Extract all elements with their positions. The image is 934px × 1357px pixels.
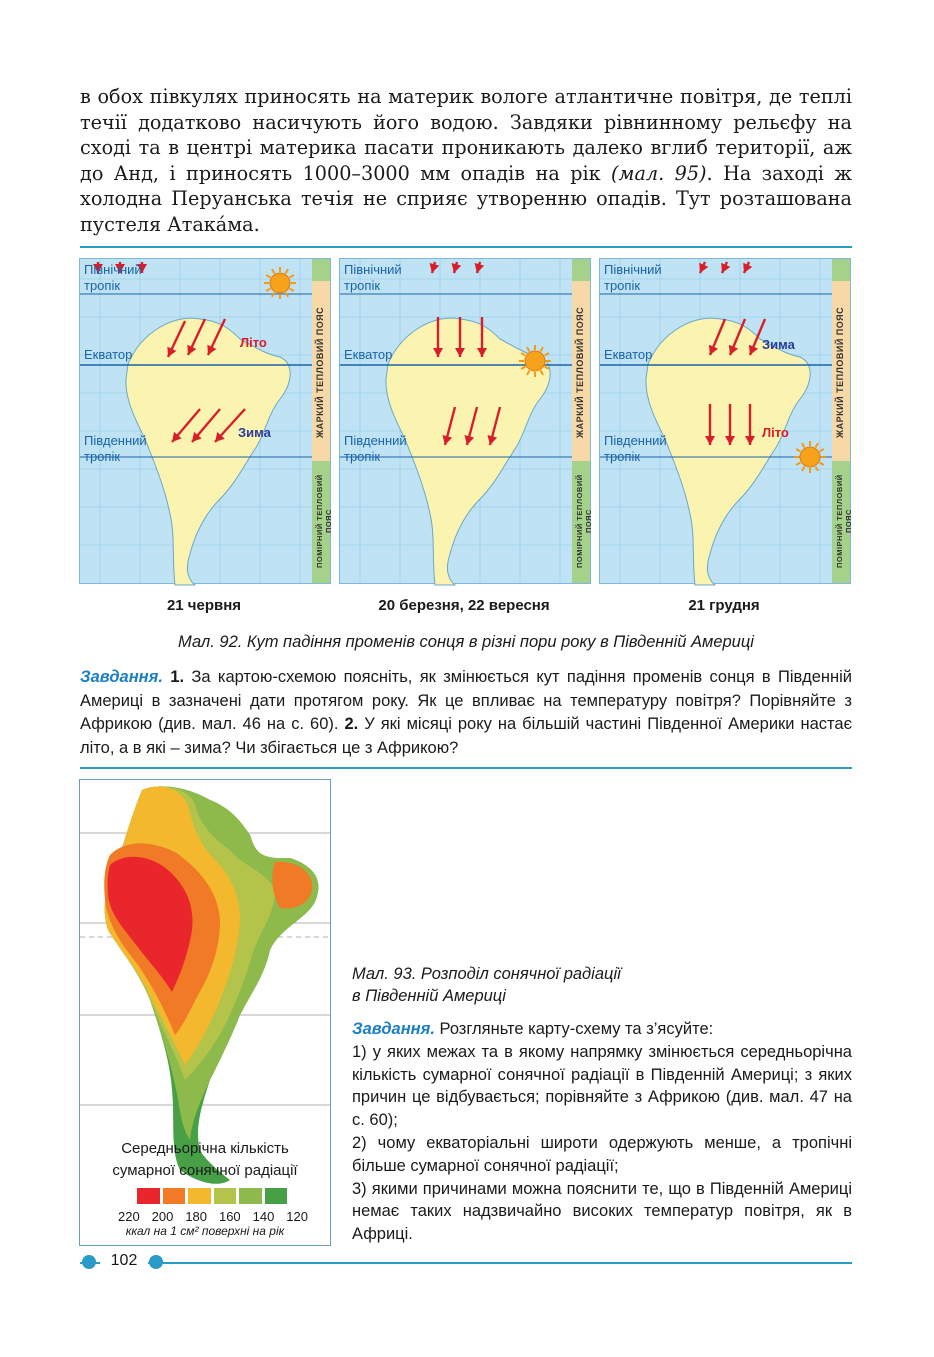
south-tropic-label: Південний тропік <box>344 433 407 464</box>
fig93-caption-line2: в Південній Америці <box>352 987 506 1005</box>
south-tropic-label: Південний тропік <box>604 433 667 464</box>
map-svg <box>600 259 850 583</box>
intro-ref: (мал. 95) <box>611 161 707 185</box>
footer-dot-right <box>149 1255 163 1269</box>
task2-item: 3) якими причинами можна пояснити те, що в Південній Америці немає таких надзвичайно високих температур повітря, як в Африці. <box>352 1179 852 1244</box>
hot-belt-label: ЖАРКИЙ ТЕПЛОВИЙ ПОЯС <box>575 306 585 438</box>
legend-value: 140 <box>252 1209 275 1224</box>
temperate-belt-label: ПОМІРНИЙ ТЕПЛОВИЙ ПОЯС <box>835 474 853 569</box>
map-december <box>599 258 851 584</box>
intro-tail: . На заході ж холодна Перуанська течія не сприяє утворенню опадів. Тут розташована пустеля Атака́ма. <box>80 161 853 236</box>
legend-swatch <box>163 1188 186 1204</box>
legend-value: 220 <box>118 1209 140 1224</box>
legend-title-line1: Середньорічна кількість <box>121 1140 289 1157</box>
intro-text: в обох півкулях приносять на материк вологе атлантичне повітря, де теплі течії додатково насичують його водою. Завдяки рівнинному рельєфу на сході та в центрі материка пасати проникають далеко вглиб території, аж до Анд, і приносять 1000–3000 мм опадів на рік <box>80 85 852 185</box>
task-2 <box>352 1018 852 1246</box>
south-tropic-label: Південний тропік <box>84 433 147 464</box>
task-1 <box>80 666 852 760</box>
legend-title-line2: сумарної сонячної радіації <box>112 1162 298 1179</box>
map-june <box>79 258 331 584</box>
equator-label: Екватор <box>604 347 653 362</box>
north-tropic-label: Північний тропік <box>604 262 662 293</box>
task1-n2: 2. <box>344 715 359 733</box>
legend-swatch <box>188 1188 211 1204</box>
task1-n1: 1. <box>170 668 185 686</box>
divider-top <box>80 246 852 248</box>
task2-label: Завдання. <box>352 1020 435 1038</box>
figure-92-caption: Мал. 92. Кут падіння променів сонця в різні пори року в Південній Америці <box>178 633 754 651</box>
legend-swatches <box>137 1188 287 1204</box>
legend-unit: ккал на 1 см² поверхні на рік <box>125 1224 285 1238</box>
equator-label: Екватор <box>84 347 133 362</box>
task2-item: 2) чому екваторіальні широти одержують менше, а тропічні більше сумарної сонячної радіації; <box>352 1133 852 1175</box>
legend-value: 200 <box>151 1209 174 1224</box>
legend-values <box>118 1209 308 1224</box>
north-season-label: Зима <box>762 337 795 352</box>
temperate-belt-label: ПОМІРНИЙ ТЕПЛОВИЙ ПОЯС <box>315 474 333 569</box>
intro-paragraph <box>80 84 852 237</box>
legend-value: 120 <box>286 1209 308 1224</box>
page-number: 102 <box>100 1252 148 1272</box>
legend-swatch <box>214 1188 237 1204</box>
north-tropic-label: Північний тропік <box>84 262 142 293</box>
footer-dot-left <box>82 1255 96 1269</box>
hot-belt-label: ЖАРКИЙ ТЕПЛОВИЙ ПОЯС <box>315 306 325 438</box>
task1-text2: У які місяці року на більшій частині Південної Америки настає літо, а в які – зима? Чи збігається це з Африкою? <box>80 715 852 757</box>
equator-label: Екватор <box>344 347 393 362</box>
south-season-label: Літо <box>762 425 789 440</box>
hot-belt-label: ЖАРКИЙ ТЕПЛОВИЙ ПОЯС <box>835 306 845 438</box>
temperate-belt-label: ПОМІРНИЙ ТЕПЛОВИЙ ПОЯС <box>575 474 593 569</box>
task2-item: 1) у яких межах та в якому напрямку змінюється середньорічна кількість сумарної сонячної радіації в Південній Америці; з яких причин це відбувається; порівняйте з Африкою (див. мал. 47 на с. 60); <box>352 1042 852 1130</box>
fig93-caption-line1: Мал. 93. Розподіл сонячної радіації <box>352 965 621 983</box>
legend-value: 160 <box>218 1209 241 1224</box>
figure-93-caption <box>352 963 852 1007</box>
map-svg <box>80 259 330 583</box>
divider-mid <box>80 767 852 769</box>
north-season-label: Літо <box>240 335 267 350</box>
date-december: 21 грудня <box>688 597 760 614</box>
date-equinox: 20 березня, 22 вересня <box>378 597 550 614</box>
legend-swatch <box>265 1188 288 1204</box>
task2-intro: Розгляньте карту-схему та з’ясуйте: <box>434 1020 714 1038</box>
legend-swatch <box>239 1188 262 1204</box>
south-season-label: Зима <box>238 425 271 440</box>
date-june: 21 червня <box>166 597 242 614</box>
legend-title <box>80 1138 330 1182</box>
legend-value: 180 <box>185 1209 208 1224</box>
footer-rule <box>80 1262 852 1264</box>
radiation-map <box>79 779 331 1246</box>
map-equinox <box>339 258 591 584</box>
north-tropic-label: Північний тропік <box>344 262 402 293</box>
legend-swatch <box>137 1188 160 1204</box>
map-svg <box>340 259 590 583</box>
task1-text1: За картою-схемою поясніть, як змінюється кут падіння променів сонця в Південній Америці в зазначені дати протягом року. Як це впливає на температуру повітря? Порівняйте з Африкою (див. мал. 46 на с. 60). <box>80 668 853 733</box>
task1-label: Завдання. <box>80 668 163 686</box>
